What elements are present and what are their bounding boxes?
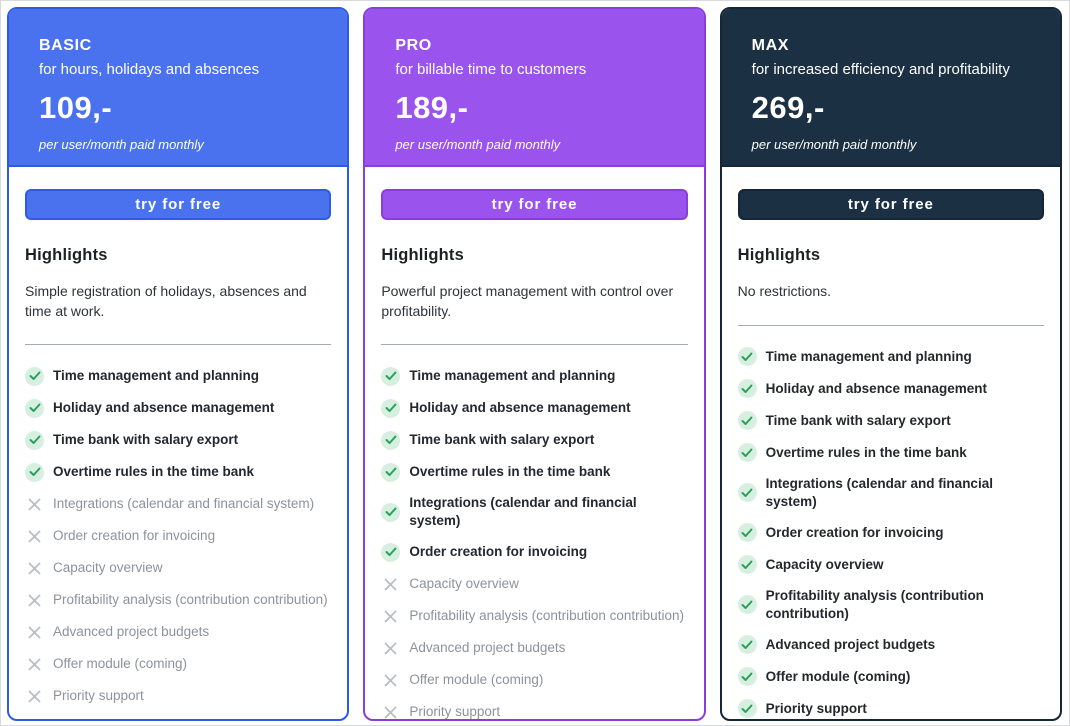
feature-label: Advanced project budgets: [409, 640, 566, 655]
feature-row: [25, 398, 331, 418]
feature-label: Offer module (coming): [53, 656, 188, 671]
plan-name: PRO: [395, 37, 432, 54]
feature-row: [738, 443, 1044, 463]
feature-row: [738, 699, 1044, 719]
feature-label: Capacity overview: [409, 576, 519, 591]
check-icon: [738, 595, 757, 614]
check-icon: [25, 463, 44, 482]
plan-card: [363, 7, 705, 721]
plan-body: [722, 167, 1060, 721]
feature-label: Integrations (calendar and financial system): [765, 475, 993, 509]
feature-row: [25, 462, 331, 482]
feature-label: Priority support: [765, 700, 867, 716]
feature-row: [738, 411, 1044, 431]
feature-label: Overtime rules in the time bank: [765, 444, 967, 460]
check-icon: [738, 347, 757, 366]
feature-label: Time management and planning: [765, 348, 972, 364]
plan-billing-note: per user/month paid monthly: [39, 137, 204, 152]
feature-row: [381, 462, 687, 482]
plan-header: [9, 9, 347, 167]
feature-row: [381, 542, 687, 562]
feature-row: [738, 555, 1044, 575]
feature-row: [381, 638, 687, 658]
check-icon: [25, 367, 44, 386]
feature-row: [25, 526, 331, 546]
check-icon: [738, 483, 757, 502]
pricing-grid: [7, 7, 1062, 721]
feature-label: Order creation for invoicing: [765, 524, 944, 540]
feature-label: Integrations (calendar and financial system): [409, 495, 637, 528]
feature-label: Order creation for invoicing: [409, 544, 588, 559]
x-icon: [25, 623, 44, 642]
feature-label: Order creation for invoicing: [53, 528, 216, 543]
x-icon: [25, 591, 44, 610]
check-icon: [738, 411, 757, 430]
check-icon: [25, 431, 44, 450]
feature-label: Profitability analysis (contribution contribution): [765, 587, 984, 621]
x-icon: [25, 687, 44, 706]
feature-label: Advanced project budgets: [765, 636, 936, 652]
check-icon: [738, 523, 757, 542]
plan-name: MAX: [751, 37, 790, 54]
feature-row: [381, 398, 687, 418]
feature-label: Capacity overview: [765, 556, 884, 572]
feature-label: Holiday and absence management: [409, 400, 631, 415]
feature-row: [381, 574, 687, 594]
x-icon: [25, 655, 44, 674]
x-icon: [381, 671, 400, 690]
highlights-title: Highlights: [381, 246, 464, 264]
feature-row: [25, 686, 331, 706]
feature-row: [381, 430, 687, 450]
feature-row: [738, 475, 1044, 511]
check-icon: [381, 431, 400, 450]
plan-price: 269,-: [751, 90, 825, 125]
feature-list: [381, 366, 687, 721]
feature-label: Overtime rules in the time bank: [53, 464, 255, 479]
feature-row: [25, 622, 331, 642]
feature-label: Offer module (coming): [765, 668, 911, 684]
check-icon: [381, 543, 400, 562]
x-icon: [381, 607, 400, 626]
plan-header: [365, 9, 703, 167]
check-icon: [738, 667, 757, 686]
x-icon: [381, 575, 400, 594]
highlights-title: Highlights: [25, 246, 108, 264]
feature-label: Profitability analysis (contribution contribution): [409, 608, 684, 623]
check-icon: [738, 555, 757, 574]
feature-label: Time bank with salary export: [409, 432, 595, 447]
plan-tagline: for billable time to customers: [395, 61, 587, 78]
feature-label: Time bank with salary export: [53, 432, 239, 447]
feature-row: [25, 558, 331, 578]
feature-row: [381, 494, 687, 530]
feature-label: Priority support: [53, 688, 144, 703]
highlights-description: No restrictions.: [737, 283, 832, 299]
check-icon: [381, 367, 400, 386]
highlights-description: Simple registration of holidays, absences and time at work.: [25, 283, 307, 319]
feature-label: Integrations (calendar and financial system): [53, 496, 315, 511]
plan-card: [720, 7, 1062, 721]
feature-row: [381, 702, 687, 721]
plan-header: [722, 9, 1060, 167]
check-icon: [738, 443, 757, 462]
x-icon: [381, 639, 400, 658]
check-icon: [738, 635, 757, 654]
divider: [25, 344, 331, 345]
feature-row: [738, 347, 1044, 367]
feature-label: Time management and planning: [53, 368, 260, 383]
plan-body: [365, 167, 703, 721]
plan-body: [9, 167, 347, 721]
feature-row: [738, 379, 1044, 399]
feature-label: Advanced project budgets: [53, 624, 210, 639]
check-icon: [381, 463, 400, 482]
feature-label: Offer module (coming): [409, 672, 544, 687]
x-icon: [381, 703, 400, 722]
feature-label: Time management and planning: [409, 368, 616, 383]
feature-label: Profitability analysis (contribution contribution): [53, 592, 328, 607]
feature-row: [25, 430, 331, 450]
plan-price: 109,-: [39, 90, 113, 125]
feature-row: [25, 654, 331, 674]
divider: [738, 325, 1044, 326]
x-icon: [25, 559, 44, 578]
check-icon: [381, 399, 400, 418]
check-icon: [25, 399, 44, 418]
feature-row: [738, 587, 1044, 623]
feature-label: Overtime rules in the time bank: [409, 464, 611, 479]
highlights-description: Powerful project management with control over profitability.: [381, 283, 674, 319]
plan-tagline: for increased efficiency and profitability: [751, 61, 1010, 78]
feature-label: Time bank with salary export: [765, 412, 951, 428]
plan-price: 189,-: [395, 90, 469, 125]
highlights-title: Highlights: [737, 246, 821, 264]
x-icon: [25, 527, 44, 546]
feature-row: [25, 494, 331, 514]
feature-list: [25, 366, 331, 706]
plan-name: BASIC: [39, 37, 92, 54]
plan-billing-note: per user/month paid monthly: [395, 137, 561, 152]
feature-row: [381, 670, 687, 690]
divider: [381, 344, 687, 345]
check-icon: [738, 379, 757, 398]
plan-billing-note: per user/month paid monthly: [751, 137, 917, 152]
try-for-free-button[interactable]: try for free: [25, 189, 331, 220]
try-for-free-button[interactable]: try for free: [738, 189, 1044, 220]
feature-label: Holiday and absence management: [765, 380, 987, 396]
feature-row: [25, 366, 331, 386]
try-for-free-button[interactable]: try for free: [381, 189, 687, 220]
feature-row: [738, 635, 1044, 655]
feature-row: [381, 366, 687, 386]
feature-list: [738, 347, 1044, 719]
x-icon: [25, 495, 44, 514]
feature-row: [738, 523, 1044, 543]
check-icon: [738, 699, 757, 718]
feature-row: [738, 667, 1044, 687]
plan-card: [7, 7, 349, 721]
plan-tagline: for hours, holidays and absences: [39, 61, 260, 78]
feature-label: Holiday and absence management: [53, 400, 275, 415]
feature-label: Priority support: [409, 704, 501, 719]
feature-row: [381, 606, 687, 626]
feature-label: Capacity overview: [53, 560, 163, 575]
feature-row: [25, 590, 331, 610]
check-icon: [381, 503, 400, 522]
